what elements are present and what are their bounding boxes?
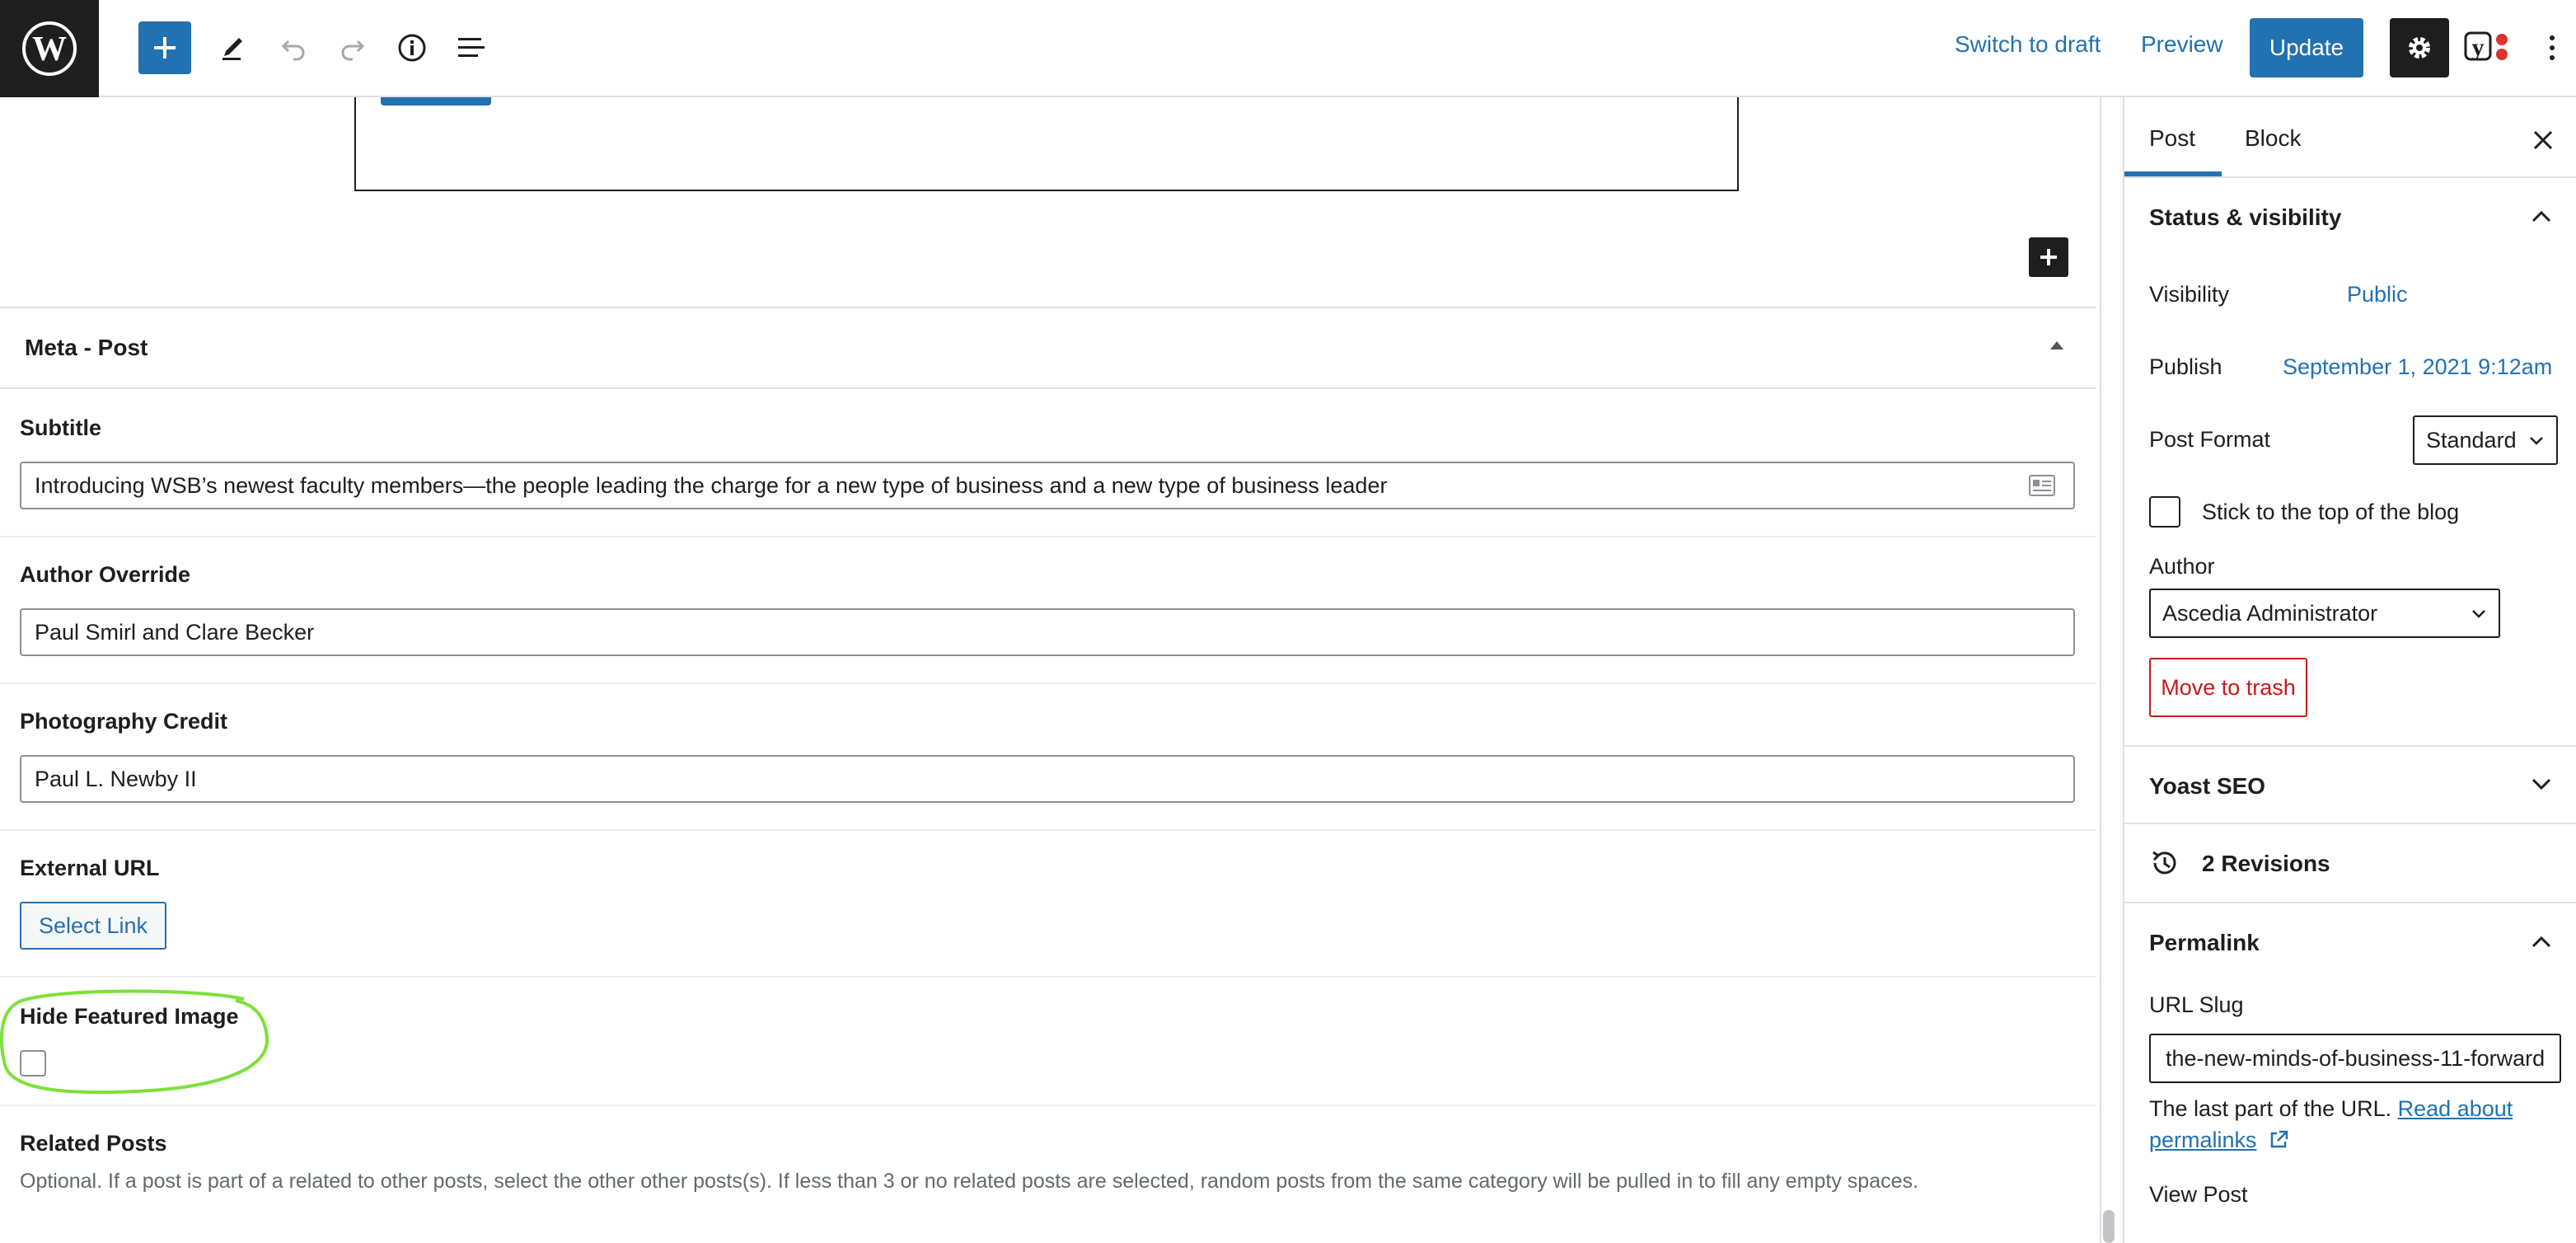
post-format-value: Standard — [2426, 427, 2517, 453]
yoast-seo-title: Yoast SEO — [2149, 773, 2266, 799]
yoast-icon[interactable] — [2464, 25, 2513, 71]
read-about-permalinks-link[interactable]: Read about permalinks — [2149, 1096, 2513, 1152]
hide-featured-image-field — [0, 978, 2096, 1106]
author-override-value: Paul Smirl and Clare Becker — [35, 619, 315, 645]
contact-card-icon — [2029, 475, 2055, 496]
subtitle-label: Subtitle — [20, 415, 101, 440]
update-button[interactable]: Update — [2250, 18, 2363, 77]
related-posts-field — [0, 1106, 2096, 1243]
gear-icon[interactable] — [2390, 18, 2449, 77]
subtitle-value: Introducing WSB’s newest faculty members—the people leading the charge for a new type of business and a new type of business leader — [35, 472, 1388, 498]
active-tab-indicator — [2124, 171, 2222, 176]
svg-text:y: y — [2471, 34, 2485, 61]
publish-label: Publish — [2149, 354, 2222, 379]
visibility-label: Visibility — [2149, 282, 2230, 307]
add-block-icon[interactable] — [2029, 237, 2068, 277]
url-slug-value: the-new-minds-of-business-11-forward — [2166, 1045, 2546, 1071]
caret-up-icon[interactable] — [2050, 341, 2063, 349]
chevron-down-icon — [2530, 776, 2553, 793]
chevron-down-icon — [2528, 435, 2545, 447]
permalink-panel-header[interactable] — [2124, 903, 2576, 983]
move-to-trash-button[interactable]: Move to trash — [2149, 658, 2307, 717]
permalink-help-text: The last part of the URL. — [2149, 1096, 2392, 1121]
revisions-label: 2 Revisions — [2202, 851, 2330, 876]
tab-block[interactable]: Block — [2245, 125, 2302, 151]
selected-block-frame[interactable] — [354, 97, 1739, 191]
url-slug-label: URL Slug — [2149, 992, 2244, 1017]
revisions-link[interactable] — [2124, 824, 2576, 903]
photography-credit-value: Paul L. Newby II — [35, 766, 197, 791]
undo-icon[interactable] — [267, 21, 320, 74]
subtitle-field — [0, 391, 2096, 537]
photography-credit-field — [0, 684, 2096, 831]
view-post-label: View Post — [2149, 1182, 2248, 1207]
editor-canvas — [0, 97, 2096, 1243]
pencil-icon[interactable] — [206, 21, 259, 74]
hide-featured-image-label: Hide Featured Image — [20, 1004, 239, 1029]
list-view-icon[interactable] — [445, 21, 498, 74]
sidebar-tabs — [2124, 97, 2576, 178]
author-override-label: Author Override — [20, 562, 191, 587]
post-format-select[interactable] — [2413, 415, 2558, 465]
photography-credit-label: Photography Credit — [20, 709, 228, 734]
author-override-input[interactable] — [20, 608, 2075, 656]
url-slug-input[interactable] — [2149, 1034, 2561, 1083]
more-vertical-icon[interactable] — [2540, 25, 2564, 71]
subtitle-input[interactable] — [20, 462, 2075, 509]
author-select[interactable] — [2149, 589, 2500, 638]
permalink-help — [2149, 1093, 2561, 1156]
editor-scrollbar[interactable] — [2100, 97, 2124, 1243]
switch-to-draft-button[interactable]: Switch to draft — [1955, 31, 2101, 57]
select-link-button[interactable]: Select Link — [20, 902, 166, 950]
external-url-label: External URL — [20, 856, 160, 880]
post-format-label: Post Format — [2149, 427, 2271, 452]
related-posts-label: Related Posts — [20, 1131, 167, 1156]
author-label: Author — [2149, 554, 2215, 579]
meta-box-header[interactable] — [0, 307, 2096, 389]
tab-post[interactable]: Post — [2149, 125, 2196, 151]
related-posts-description: Optional. If a post is part of a related to other posts, select the other other posts(s). If less than 3 or no related posts are selected, random posts from the same category will be pulled in to fill any empty spaces. — [20, 1170, 1918, 1193]
chevron-up-icon — [2530, 933, 2553, 950]
status-visibility-panel-header[interactable] — [2124, 178, 2576, 257]
editor-scroll-thumb[interactable] — [2103, 1210, 2115, 1243]
yoast-seo-panel-header[interactable] — [2124, 745, 2576, 824]
external-url-field — [0, 831, 2096, 978]
permalink-title: Permalink — [2149, 930, 2260, 955]
sticky-label: Stick to the top of the blog — [2202, 500, 2460, 524]
external-link-icon — [2268, 1129, 2289, 1151]
info-icon[interactable] — [386, 21, 438, 74]
settings-sidebar — [2123, 97, 2576, 1243]
author-select-value: Ascedia Administrator — [2162, 600, 2378, 626]
meta-box-title: Meta - Post — [25, 335, 148, 360]
chevron-up-icon — [2530, 208, 2553, 224]
svg-text:W: W — [32, 30, 67, 68]
close-icon[interactable] — [2527, 124, 2560, 157]
annotation-highlight — [0, 989, 274, 1096]
chevron-down-icon — [2471, 608, 2487, 620]
block-button-edge[interactable] — [381, 97, 491, 106]
photography-credit-input[interactable] — [20, 755, 2075, 803]
status-visibility-title: Status & visibility — [2149, 204, 2342, 230]
wordpress-logo-icon[interactable] — [0, 0, 99, 97]
sticky-checkbox[interactable] — [2149, 496, 2180, 528]
author-override-field — [0, 537, 2096, 684]
preview-button[interactable]: Preview — [2141, 31, 2223, 57]
publish-date-toggle[interactable]: September 1, 2021 9:12am — [2283, 354, 2553, 379]
plus-icon[interactable] — [138, 21, 191, 74]
editor-toolbar — [0, 0, 2576, 97]
history-icon — [2149, 847, 2180, 879]
redo-icon[interactable] — [326, 21, 379, 74]
visibility-toggle[interactable]: Public — [2347, 282, 2408, 307]
